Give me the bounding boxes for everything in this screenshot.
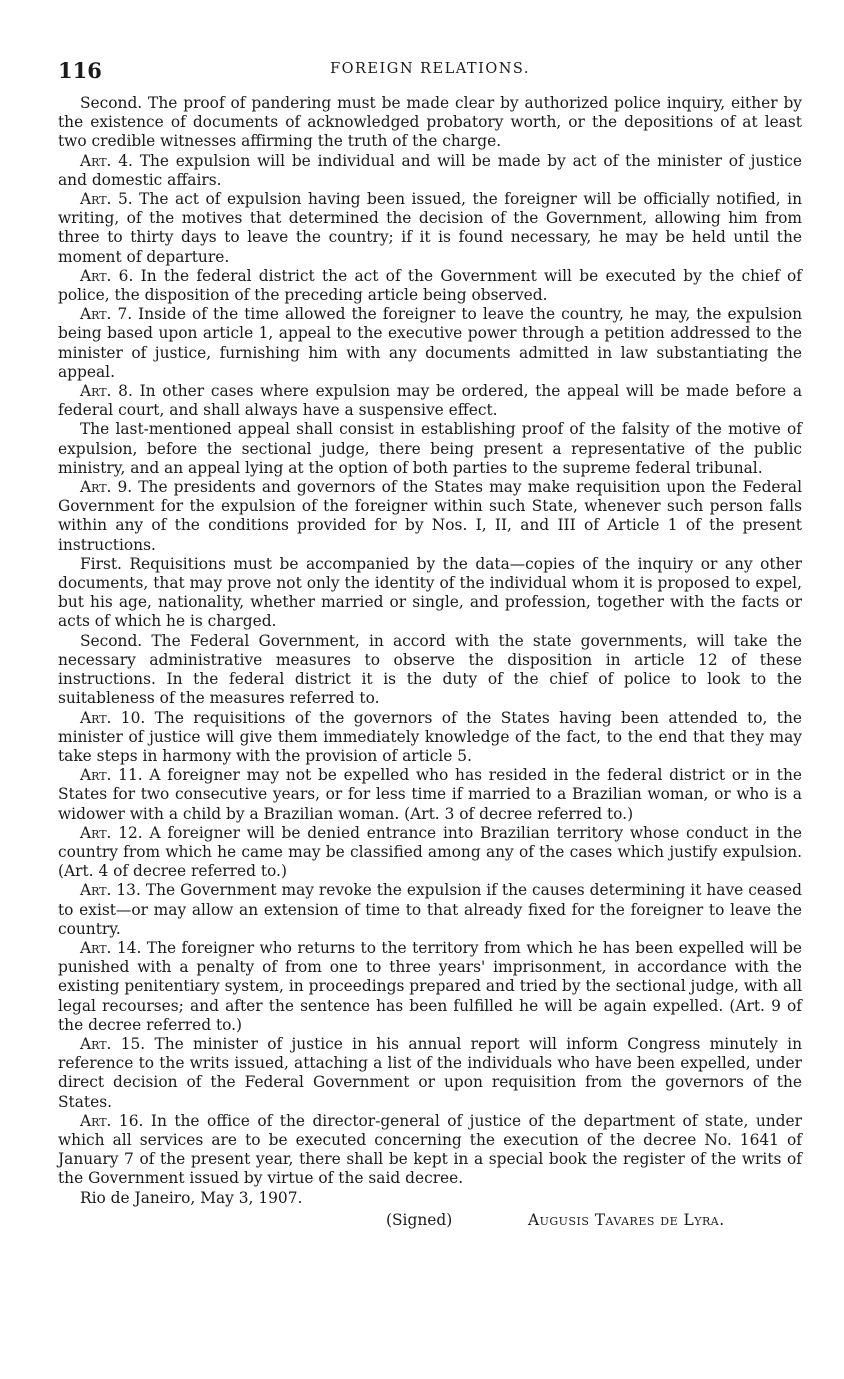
paragraph-text: In the office of the director-general of justice of the department of state, under which all services are to be executed concerning the execution of the decree No. 1641 of January 7 of the present year, there shall be kept in a special book the register of the writs of the Government issued by virtue of the said decree. (58, 1111, 802, 1188)
signer-name: Augusis Tavares de Lyra. (528, 1210, 725, 1229)
paragraph (58, 478, 802, 555)
signed-label: (Signed) (386, 1210, 453, 1229)
paragraph (58, 881, 802, 939)
paragraph-text: A foreigner will be denied entrance into Brazilian territory whose conduct in the country from which he came may be classified among any of the cases which justify expulsion. (Art. 4 of decree referred to.) (58, 823, 802, 881)
paragraph (58, 709, 802, 767)
paragraph (58, 382, 802, 420)
paragraph-text: The requisitions of the governors of the States having been attended to, the minister of justice will give them immediately knowledge of the fact, to the end that they may take steps in harmony with the provision of article 5. (58, 708, 802, 765)
paragraph (58, 1035, 802, 1112)
paragraph (58, 555, 802, 632)
dateline: Rio de Janeiro, May 3, 1907. (80, 1188, 303, 1207)
paragraph-text: In the federal district the act of the Government will be executed by the chief of police, the disposition of the preceding article being observed. (58, 266, 802, 305)
paragraph (58, 190, 802, 267)
article-label: Art. 4. (80, 151, 133, 170)
paragraph-text: The Government may revoke the expulsion if the causes determining it have ceased to exist—or may allow an extension of time to that already fixed for the foreigner to leave the country. (58, 881, 802, 938)
article-label: Art. 8. (80, 382, 133, 401)
article-label: Art. 5. (80, 190, 133, 209)
article-label: Art. 7. (80, 305, 133, 324)
article-label: Art. 9. (80, 478, 133, 497)
paragraph-text: Inside of the time allowed the foreigner to leave the country, he may, the expulsion being based upon article 1, appeal to the executive power through a petition addressed to the minister of justice, furnishing him with any documents admitted in law substantiating the appeal. (58, 305, 802, 381)
article-label: Art. 14. (80, 938, 142, 957)
paragraph-text: Second. The Federal Government, in accord with the state governments, will take the necessary administrative measures to observe the disposition in article 12 of these instructions. In the federal district it is the duty of the chief of police to look to the suitableness of the measures referred to. (58, 631, 802, 708)
paragraph-text: The act of expulsion having been issued, the foreigner will be officially notified, in writing, of the motives that determined the decision of the Government, allowing him from three to thirty days to leave the country; if it is found necessary, he may be held until the moment of departure. (58, 190, 802, 266)
paragraph-text: The presidents and governors of the States may make requisition upon the Federal Government for the expulsion of the foreigner within such State, whenever such person falls within any of the conditions provided for by Nos. I, II, and III of Article 1 of the present instructions. (58, 478, 802, 554)
paragraph-text: First. Requisitions must be accompanied by the data—copies of the inquiry or any other documents, that may prove not only the identity of the individual whom it is proposed to expel, but his age, nationality, whether married or single, and profession, together with the facts or acts of which he is charged. (58, 554, 802, 631)
article-label: Art. 10. (80, 708, 146, 727)
signature-block (58, 1211, 802, 1237)
paragraph-text: The last-mentioned appeal shall consist in establishing proof of the falsity of the motive of expulsion, before the sectional judge, there being present a representative of the public ministry, and an appeal lying at the option of both parties to the supreme federal tribunal. (58, 420, 802, 477)
article-label: Art. 15. (80, 1034, 146, 1053)
paragraph (58, 152, 802, 190)
paragraph (58, 1112, 802, 1189)
paragraph (58, 939, 802, 1035)
page-number: 116 (58, 58, 102, 83)
paragraph-text: A foreigner may not be expelled who has resided in the federal district or in the States for two consecutive years, or for less time if married to a Brazilian woman, or who is a widower with a child by a Brazilian woman. (Art. 3 of decree referred to.) (58, 766, 802, 823)
paragraph-text: Second. The proof of pandering must be made clear by authorized police inquiry, either by the existence of documents of acknowledged probatory worth, or the depositions of at least two credible witnesses affirming the truth of the charge. (58, 94, 802, 151)
article-label: Art. 11. (80, 766, 143, 785)
paragraph (58, 632, 802, 709)
article-label: Art. 16. (80, 1111, 144, 1130)
paragraph (58, 824, 802, 882)
paragraph (58, 305, 802, 382)
body-text (58, 94, 802, 1208)
page-header (58, 58, 802, 94)
paragraph (58, 267, 802, 305)
article-label: Art. 12. (80, 823, 143, 842)
article-label: Art. 13. (80, 881, 141, 900)
paragraph-text: The expulsion will be individual and will be made by act of the minister of justice and domestic affairs. (58, 151, 802, 189)
paragraph (58, 766, 802, 824)
paragraph-text: The foreigner who returns to the territory from which he has been expelled will be punished with a penalty of from one to three years' imprisonment, in accordance with the existing penitentiary system, in proceedings prepared and tried by the sectional judge, with all legal recourses; and after the sentence has been fulfilled he will be again expelled. (Art. 9 of the decree referred to.) (58, 938, 802, 1034)
paragraph (58, 94, 802, 152)
paragraph-text: The minister of justice in his annual report will inform Congress minutely in reference to the writs issued, attaching a list of the individuals who have been expelled, under direct decision of the Federal Government or upon requisition from the governors of the States. (58, 1034, 802, 1111)
paragraph (58, 420, 802, 478)
running-head: FOREIGN RELATIONS. (330, 61, 530, 77)
article-label: Art. 6. (80, 266, 134, 285)
paragraph-text: In other cases where expulsion may be ordered, the appeal will be made before a federal court, and shall always have a suspensive effect. (58, 382, 802, 420)
